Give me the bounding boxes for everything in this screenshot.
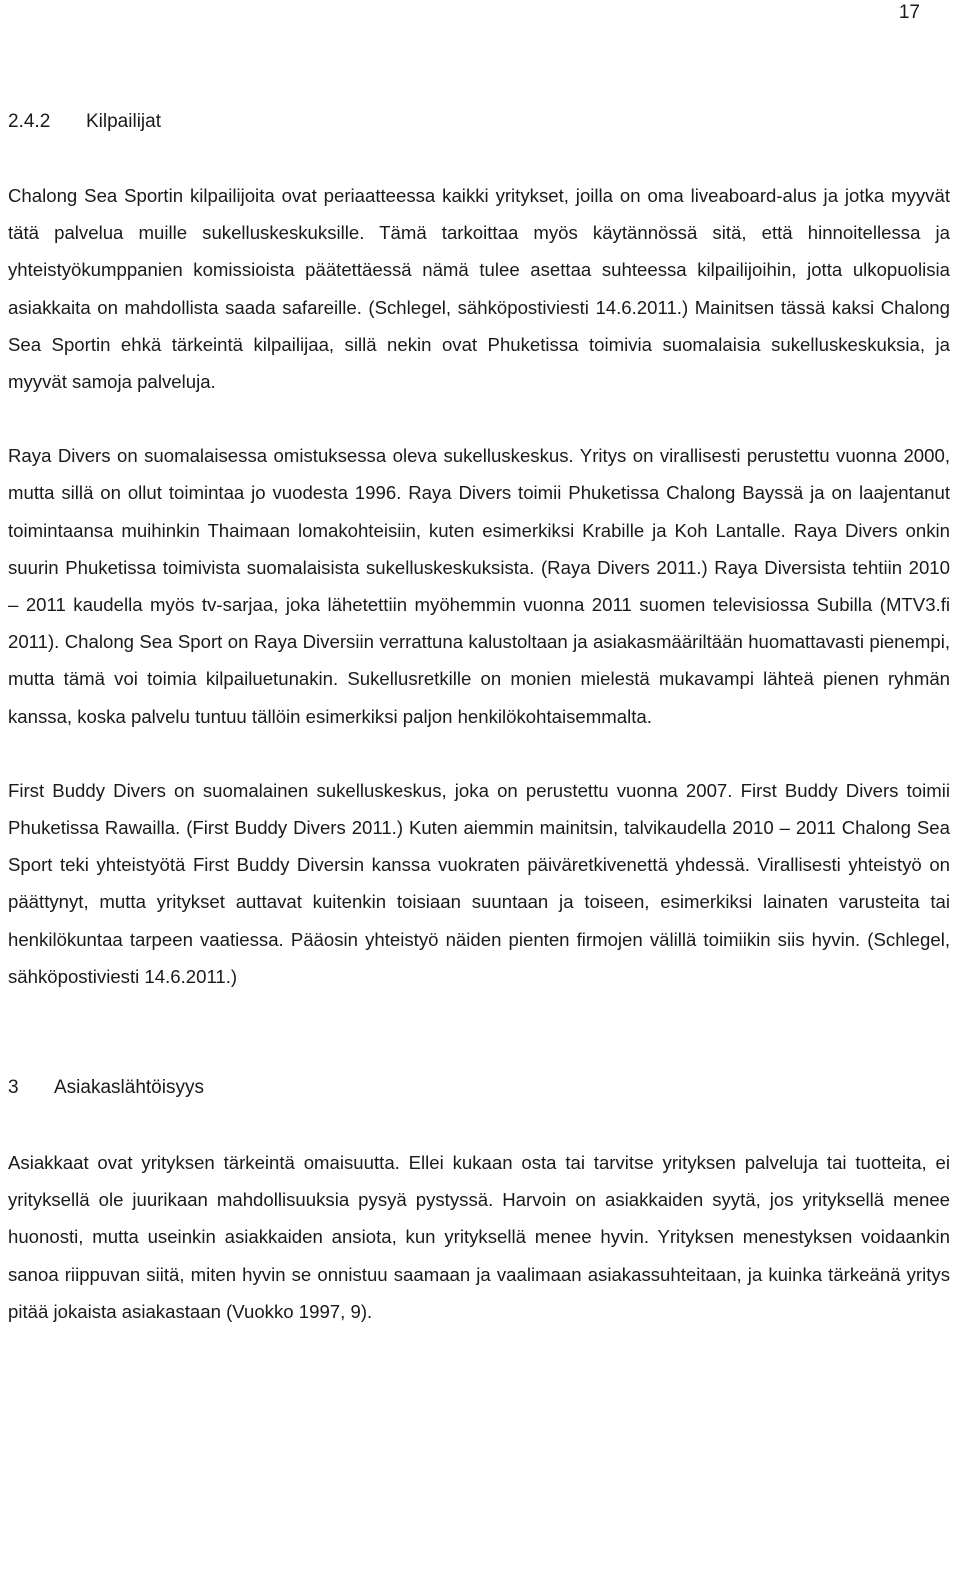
paragraph-first-buddy-divers: First Buddy Divers on suomalainen sukelluskeskus, joka on perustettu vuonna 2007. First Buddy Divers toimii Phuketissa Rawailla. (First Buddy Divers 2011.) Kuten aiemmin mainitsin, talvikaudella 2010 – 2011 Chalong Sea Sport teki yhteistyötä First Buddy Diversin kanssa vuokraten päiväretkivenettä yhdessä. Virallisesti yhteistyö on päättynyt, mutta yritykset auttavat kuitenkin toisiaan suuntaan ja toiseen, esimerkiksi lainaten varusteita tai henkilökuntaa tarpeen vaatiessa. Pääosin yhteistyö näiden pienten firmojen välillä toimiikin siis hyvin. (Schlegel, sähköpostiviesti 14.6.2011.)	[8, 779, 950, 987]
page-number: 17	[898, 2, 920, 23]
paragraph-raya-divers: Raya Divers on suomalaisessa omistuksessa oleva sukelluskeskus. Yritys on virallisesti perustettu vuonna 2000, mutta sillä on ollut toimintaa jo vuodesta 1996. Raya Divers toimii Phuketissa Chalong Bayssä ja on laajentanut toimintaansa muihinkin Thaimaan lomakohteisiin, kuten esimerkiksi Krabille ja Koh Lantalle. Raya Divers onkin suurin Phuketissa toimivista suomalaisista sukelluskeskuksista. (Raya Divers 2011.) Raya Diversista tehtiin 2010 – 2011 kaudella myös tv-sarjaa, joka lähetettiin myöhemmin vuonna 2011 suomen televisiossa Subilla (MTV3.fi 2011). Chalong Sea Sport on Raya Diversiin verrattuna kalustoltaan ja asiakasmääriltään huomattavasti pienempi, mutta tämä voi toimia kilpailuetunakin. Sukellusretkille on monien mielestä mukavampi lähteä pienen ryhmän kanssa, koska palvelu tuntuu tällöin esimerkiksi paljon henkilökohtaisemmalta.	[8, 445, 950, 727]
section-number: 2.4.2	[8, 111, 51, 132]
section-title: Asiakaslähtöisyys	[54, 1077, 204, 1099]
document-body	[8, 103, 950, 1330]
section-title: Kilpailijat	[86, 111, 161, 132]
section-number: 3	[8, 1077, 19, 1099]
section-heading-2-4-2	[8, 103, 950, 140]
paragraph-competitors-intro: Chalong Sea Sportin kilpailijoita ovat periaatteessa kaikki yritykset, joilla on oma liveaboard-alus ja jotka myyvät tätä palvelua muille sukelluskeskuksille. Tämä tarkoittaa myös käytännössä sitä, että hinnoitellessa ja yhteistyökumppanien komissioista päätettäessä nämä tulee asettaa suhteessa kilpailijoihin, jotta ulkopuolisia asiakkaita on mahdollista saada safareille. (Schlegel, sähköpostiviesti 14.6.2011.) Mainitsen tässä kaksi Chalong Sea Sportin ehkä tärkeintä kilpailijaa, sillä nekin ovat Phuketissa toimivia suomalaisia sukelluskeskuksia, ja myyvät samoja palveluja.	[8, 185, 950, 393]
paragraph-customer-orientation: Asiakkaat ovat yrityksen tärkeintä omaisuutta. Ellei kukaan osta tai tarvitse yrityksen palveluja tai tuotteita, ei yrityksellä ole juurikaan mahdollisuuksia pysyä pystyssä. Harvoin on asiakkaiden syytä, jos yrityksellä menee huonosti, mutta useinkin asiakkaiden ansiota, kun yrityksellä menee hyvin. Yrityksen menestyksen voidaankin sanoa riippuvan siitä, miten hyvin se onnistuu saamaan ja vaalimaan asiakassuhteitaan, ja kuinka tärkeänä yritys pitää jokaista asiakastaan (Vuokko 1997, 9).	[8, 1152, 950, 1322]
section-heading-3	[8, 1069, 950, 1106]
